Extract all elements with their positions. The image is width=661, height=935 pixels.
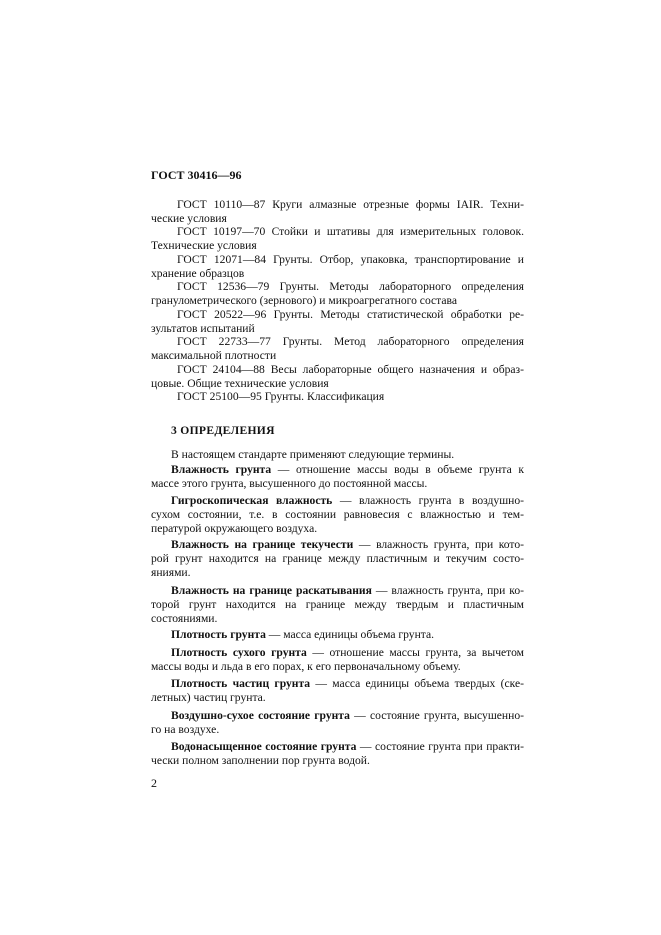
definition-text: — влажность грунта в воздушно- [332, 494, 524, 507]
definition-term: Воздушно-сухое состояние грунта [171, 709, 350, 722]
reference-line: ГОСТ 12071—84 Грунты. Отбор, упаковка, транспортирование и [177, 253, 524, 266]
definition-line: торой грунт находится на границе между твердым и пластичным [151, 598, 524, 611]
definition-line [171, 584, 524, 598]
reference-line: гранулометрического (зернового) и микроагрегатного состава [151, 294, 457, 307]
definition-term: Плотность грунта [171, 628, 266, 641]
definition-line: состояниями. [151, 612, 218, 625]
definition-line [171, 677, 524, 691]
definition-line: сухом состоянии, т.е. в состоянии равновесия с влажностью и тем- [151, 508, 524, 521]
reference-line: хранение образцов [151, 267, 245, 280]
reference-line: максимальной плотности [151, 349, 277, 362]
definition-text: — масса единицы объема твердых (ске- [310, 677, 524, 690]
definition-line: массе этого грунта, высушенного до постоянной массы. [151, 477, 428, 490]
definition-text: — отношение массы воды в объеме грунта к [271, 463, 524, 476]
reference-line: ГОСТ 24104—88 Весы лабораторные общего назначения и образ- [177, 363, 524, 376]
definition-line [171, 646, 524, 660]
definition-text: — отношение массы грунта, за вычетом [306, 646, 524, 659]
definition-term: Влажность грунта [171, 463, 272, 476]
definition-line: массы воды и льда в его порах, к его первоначальному объему. [151, 660, 461, 673]
definition-line [171, 709, 524, 723]
definition-text: — влажность грунта, при кото- [353, 538, 524, 551]
definition-term: Плотность частиц грунта [171, 677, 311, 690]
document-code-header: ГОСТ 30416—96 [151, 168, 242, 182]
definition-line [171, 628, 434, 642]
definition-term: Плотность сухого грунта [171, 646, 307, 659]
definition-text: — состояние грунта, высушенно- [349, 709, 524, 722]
reference-line: ГОСТ 22733—77 Грунты. Метод лабораторного определения [177, 335, 524, 348]
definition-line: го на воздухе. [151, 723, 220, 736]
definition-line: яниями. [151, 566, 191, 579]
definition-text: — состояние грунта при практи- [356, 740, 524, 753]
reference-line: зультатов испытаний [151, 322, 255, 335]
reference-line: ГОСТ 12536—79 Грунты. Методы лабораторного определения [177, 280, 524, 293]
definition-line: чески полном заполнении пор грунта водой. [151, 754, 370, 767]
reference-line: цовые. Общие технические условия [151, 377, 329, 390]
definition-term: Влажность на границе раскатывания [171, 584, 372, 597]
reference-line: ческие условия [151, 212, 227, 225]
reference-line: ГОСТ 10110—87 Круги алмазные отрезные формы IAIR. Техни- [177, 198, 524, 211]
definition-term: Водонасыщенное состояние грунта [171, 740, 357, 753]
definition-line: пературой окружающего воздуха. [151, 522, 318, 535]
section-intro: В настоящем стандарте применяют следующие термины. [171, 448, 455, 461]
definition-line [171, 494, 524, 508]
reference-line: ГОСТ 10197—70 Стойки и штативы для измерительных головок. [177, 225, 524, 238]
definition-term: Влажность на границе текучести [171, 538, 354, 551]
definition-line [171, 463, 524, 477]
definition-line [171, 740, 524, 754]
definition-line: летных) частиц грунта. [151, 691, 266, 704]
definition-text: — масса единицы объема грунта. [265, 628, 435, 641]
definition-line: рой грунт находится на границе между пластичным и текучим состо- [151, 552, 524, 565]
page-number: 2 [151, 776, 157, 790]
definition-line [171, 538, 524, 552]
reference-line: ГОСТ 20522—96 Грунты. Методы статистической обработки ре- [177, 308, 524, 321]
section-title: 3 ОПРЕДЕЛЕНИЯ [171, 424, 275, 437]
definition-text: — влажность грунта, при ко- [371, 584, 524, 597]
reference-line: Технические условия [151, 239, 257, 252]
definition-term: Гигроскопическая влажность [171, 494, 333, 507]
reference-line: ГОСТ 25100—95 Грунты. Классификация [177, 390, 385, 403]
